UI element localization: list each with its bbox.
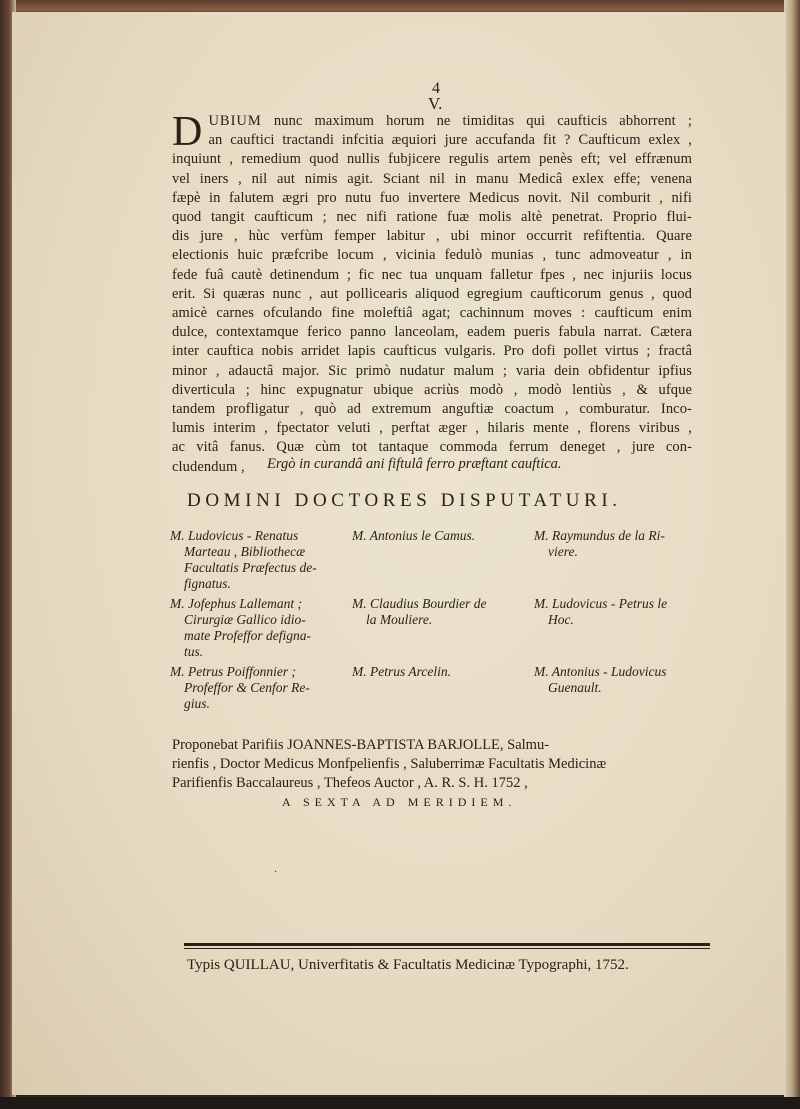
body-line: inquiunt , remedium quod nullis fubjicere regulis artem penès eft; vel effrænum [172,151,692,168]
doctor-entry: M. Claudius Bourdier de la Mouliere. [352,596,487,627]
doctor-entry: M. Raymundus de la Ri- viere. [534,528,665,559]
first-word: UBIUM [208,113,262,129]
divider-rule [184,943,710,946]
body-line: an cauftici tractandi infcitia æquiori jure accufanda fit ? Caufticum exlex , [208,132,692,149]
doctors-heading: DOMINI DOCTORES DISPUTATURI. [187,490,622,511]
body-line: tandem profligatur , quò ad extremum anguftiæ coactum , comburatur. Inco- [172,401,692,418]
proponent-line: Proponebat Parifiis JOANNES-BAPTISTA BARJOLLE, Salmu- [172,737,550,753]
printer-imprint: Typis QUILLAU, Univerfitatis & Facultatis Medicinæ Typographi, 1752. [187,957,629,973]
body-line: lumis interim , fpectator veluti , perftat æger , hilaris mente , florens viribus , [172,420,692,437]
doctor-entry: M. Petrus Arcelin. [352,664,451,679]
body-line: inter cauftica nobis arridet lapis caufticus vulgaris. Pro dofi pollet virtus ; fractâ [172,343,692,360]
proponent-line: Parifienfis Baccalaureus , Thefeos Auctor , A. R. S. H. 1752 , [172,775,528,791]
doctor-entry: M. Ludovicus - Renatus Marteau , Bibliothecæ Facultatis Præfectus de- fignatus. [170,528,317,591]
body-line: ac vitâ fanus. Quæ cùm tot tantaque commoda ferrum deneget , jure con- [172,439,692,456]
divider-rule-thin [184,948,710,949]
body-line: erit. Si quæras nunc , aut pollicearis aliquod egregium caufticorum genus , quod [172,285,692,302]
thesis-body [172,109,692,477]
proponent-block [172,736,702,812]
body-line: dulce, contextamque ferico panno lanceolam, eadem pueris fabula narrat. Cætera [172,324,692,341]
drop-cap: D [172,109,203,155]
book-page-edge [784,0,800,1109]
body-line: electionis huic præfcribe locum , vicinia fedulò munias , tunc admoveatur , in [172,247,692,264]
printed-page [12,12,786,1095]
stray-mark: · [274,867,278,878]
book-bottom-edge [0,1097,800,1109]
body-line: dis jure , hùc verfùm femper labitur , ubi minor occurrit refiftentia. Quare [172,228,692,245]
body-line: fæpè in falutem ægri pro nutu fuo invertere Medicus novit. Nil comburit , nifi [172,189,692,206]
page-number: 4 [432,80,440,97]
proponent-line: rienfis , Doctor Medicus Monfpelienfis , Saluberrimæ Facultatis Medicinæ [172,756,607,772]
body-line: UBIUM nunc maximum horum ne timiditas qui caufticis abhorrent ; [208,113,692,129]
doctor-entry: M. Jofephus Lallemant ; Cirurgiæ Gallico idio- mate Profeffor defigna- tus. [170,596,311,659]
time-line: A SEXTA AD MERIDIEM. [282,795,517,809]
thesis-conclusion: Ergò in curandâ ani fiftulâ ferro præftant cauftica. [267,456,562,472]
body-line: fede fuâ cautè detinendum ; fic nec tua unquam falletur fpes , nec injuriis locus [172,266,692,283]
body-line: amicè carnes ofculando fine moleftiâ agat; cachinnum moves : caufticum enim [172,305,692,322]
doctor-entry: M. Ludovicus - Petrus le Hoc. [534,596,668,627]
section-number: V. [428,94,443,113]
body-line: diverticula ; hinc expugnatur ubique acriùs modò , modò lentiùs , & ufque [172,381,692,398]
doctor-entry: M. Antonius le Camus. [352,528,476,543]
doctors-list [170,528,715,712]
doctor-entry: M. Petrus Poiffonnier ; Profeffor & Cenfor Re- gius. [170,664,310,711]
doctor-entry: M. Antonius - Ludovicus Guenault. [534,664,667,695]
body-line: minor , adauctâ major. Sic primò nudatur malum ; varia dein obfidentur ipfius [172,362,692,379]
body-line: cludendum , [172,458,245,475]
body-line: quod tangit caufticum ; nec nifi ratione fuæ molis altè penetrat. Proprio flui- [172,209,692,226]
body-line: vel iners , nil aut nimis agit. Sciant nil in manu Medicâ exlex effe; venena [172,170,692,187]
